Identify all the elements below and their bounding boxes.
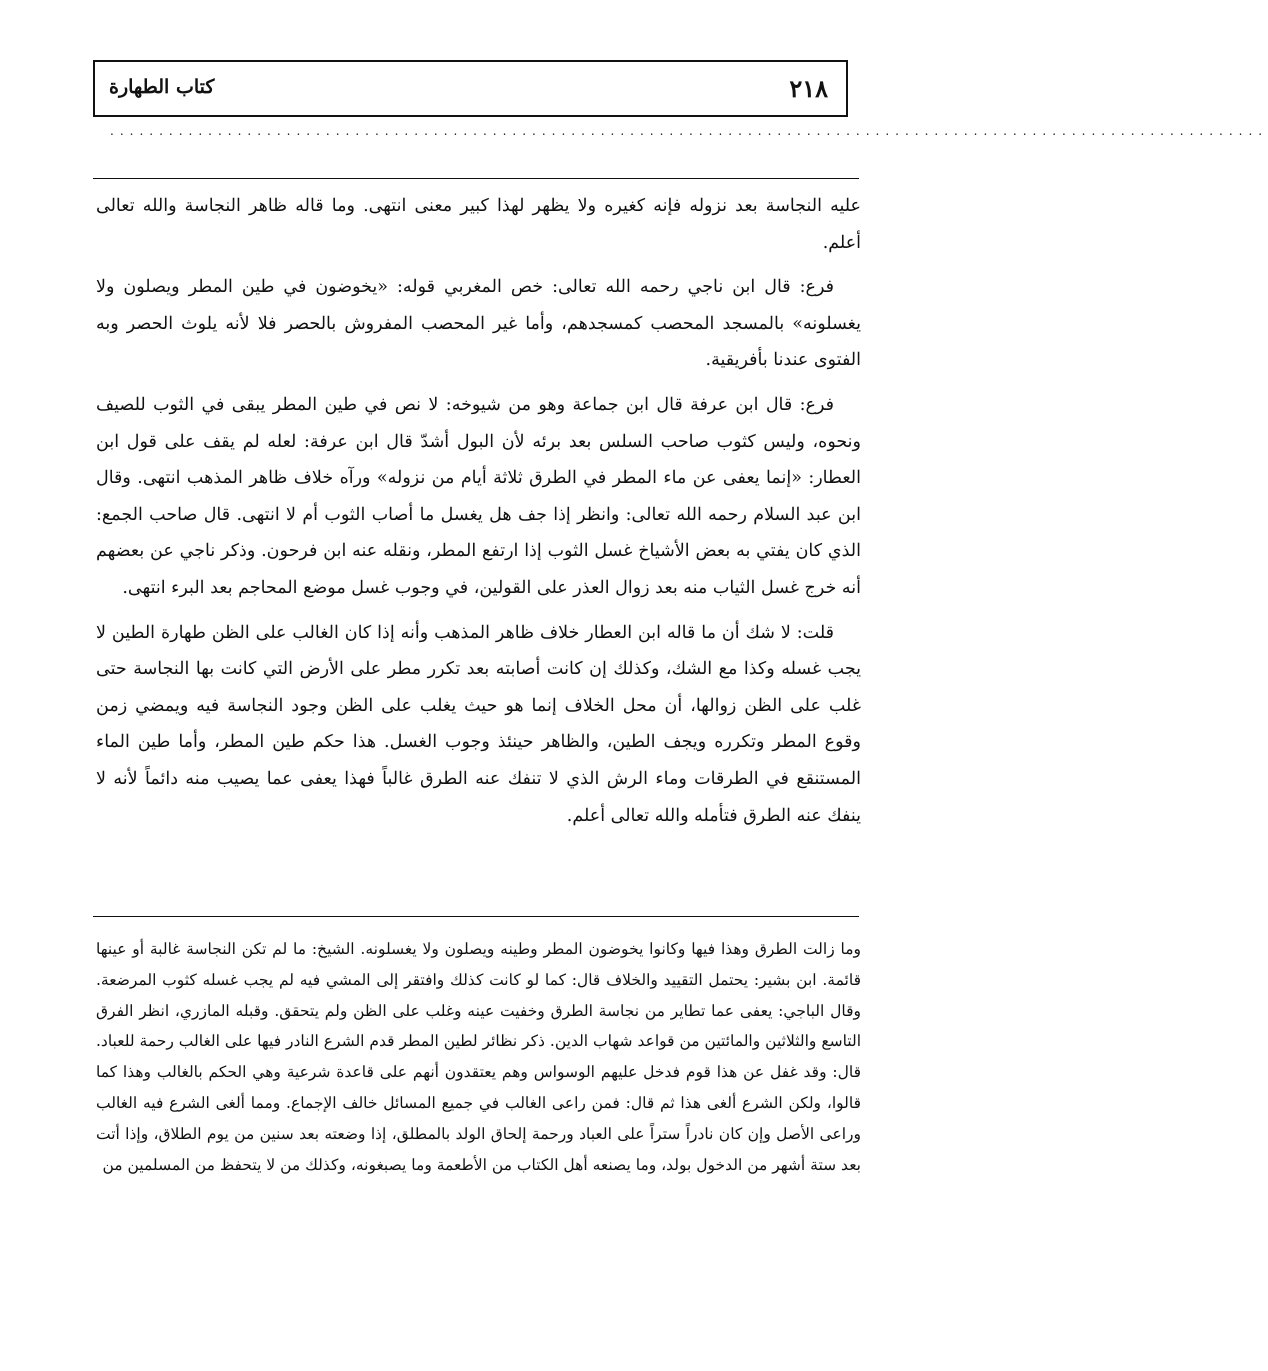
paragraph: فرع: قال ابن ناجي رحمه الله تعالى: خص المغربي قوله: «يخوضون في طين المطر ويصلون ولا يغسلونه» بالمسجد المحصب كمسجدهم، وأما غير المحصب المفروش بالحصر فلا لأنه يلوث الحصر وبه الفتوى عندنا بأفريقية. xyxy=(96,277,861,371)
book-title: كتاب الطهارة xyxy=(109,76,215,98)
paragraph: فرع: قال ابن عرفة قال ابن جماعة وهو من شيوخه: لا نص في طين المطر يبقى في الثوب للصيف ونحوه، وليس كثوب صاحب السلس بعد برئه لأن البول أشدّ قال ابن عرفة: لعله لم يقف على قول ابن العطار: «إنما يعفى عن ماء المطر في الطرق ثلاثة أيام من نزوله» ورآه خلاف ظاهر المذهب انتهى. وقال ابن عبد السلام رحمه الله تعالى: وانظر إذا جف هل يغسل ما أصاب الثوب أم لا انتهى. قال صاحب الجمع: الذي كان يفتي به بعض الأشياخ غسل الثوب إذا ارتفع المطر، ونقله عنه ابن فرحون. وذكر ناجي عن بعضهم أنه خرج غسل الثياب منه بعد زوال العذر على القولين، في وجوب غسل موضع المحاجم بعد البرء انتهى. xyxy=(96,394,861,598)
footnote-text: وما زالت الطرق وهذا فيها وكانوا يخوضون المطر وطينه ويصلون ولا يغسلونه. الشيخ: ما لم تكن النجاسة غالبة أو عينها قائمة. ابن بشير: يحتمل التقييد والخلاف قال: كما لو كانت كذلك وافتقر إلى المشي فيه لم يجب غسله كثوب المرضعة. وقال الباجي: يعفى عما تطاير من نجاسة الطرق وخفيت عينه وغلب على الظن ولم يتحقق. وقبله المازري، انظر الفرق التاسع والثلاثين والمائتين من قواعد شهاب الدين. ذكر نظائر لطين المطر قدم الشرع النادر فيها على الغالب رحمة للعباد. قال: وقد غفل عن هذا قوم فدخل عليهم الوسواس وهم يعتقدون أنهم على قاعدة شرعية وهي الحكم بالغالب وهذا كما قالوا، ولكن الشرع ألغى هذا ثم قال: فمن راعى الغالب في جميع المسائل خالف الإجماع. ومما ألغى الشرع فيه الغالب وراعى الأصل وإن كان نادراً ستراً على العباد ورحمة إلحاق الولد بالمطلق، إذا وضعته بعد سنين من يوم الطلاق، وإذا أتت بعد ستة أشهر من الدخول بولد، وما يصنعه أهل الكتاب من الأطعمة وما يصبغونه، وكذلك من لا يتحفظ من المسلمين من xyxy=(96,940,861,1174)
top-rule xyxy=(93,178,859,179)
main-text xyxy=(96,188,861,910)
dotted-separator: ...................................................................................................................... xyxy=(110,124,1268,138)
page-number: ٢١٨ xyxy=(789,74,828,103)
paragraph: عليه النجاسة بعد نزوله فإنه كغيره ولا يظهر لهذا كبير معنى انتهى. وما قاله ظاهر النجاسة والله تعالى أعلم. xyxy=(96,196,861,253)
paragraph: قلت: لا شك أن ما قاله ابن العطار خلاف ظاهر المذهب وأنه إذا كان الغالب على الظن طهارة الطين لا يجب غسله وكذا مع الشك، وكذلك إن كانت أصابته بعد تكرر مطر على الأرض التي كانت بها النجاسة حتى غلب على الظن زوالها، أن محل الخلاف إنما هو حيث يغلب على الظن وجود النجاسة فيه ويمضي زمن وقوع المطر وتكرره ويجف الطين، والظاهر حينئذ وجوب الغسل. هذا حكم طين المطر، وأما طين الماء المستنقع في الطرقات وماء الرش الذي لا تنفك عنه الطرق غالباً فهذا يعفى عما يصيب منه دائماً لأنه لا ينفك عنه الطرق فتأمله والله تعالى أعلم. xyxy=(96,622,861,826)
footnote-rule xyxy=(93,916,859,917)
page-header xyxy=(93,60,848,117)
footnotes xyxy=(96,934,861,1294)
